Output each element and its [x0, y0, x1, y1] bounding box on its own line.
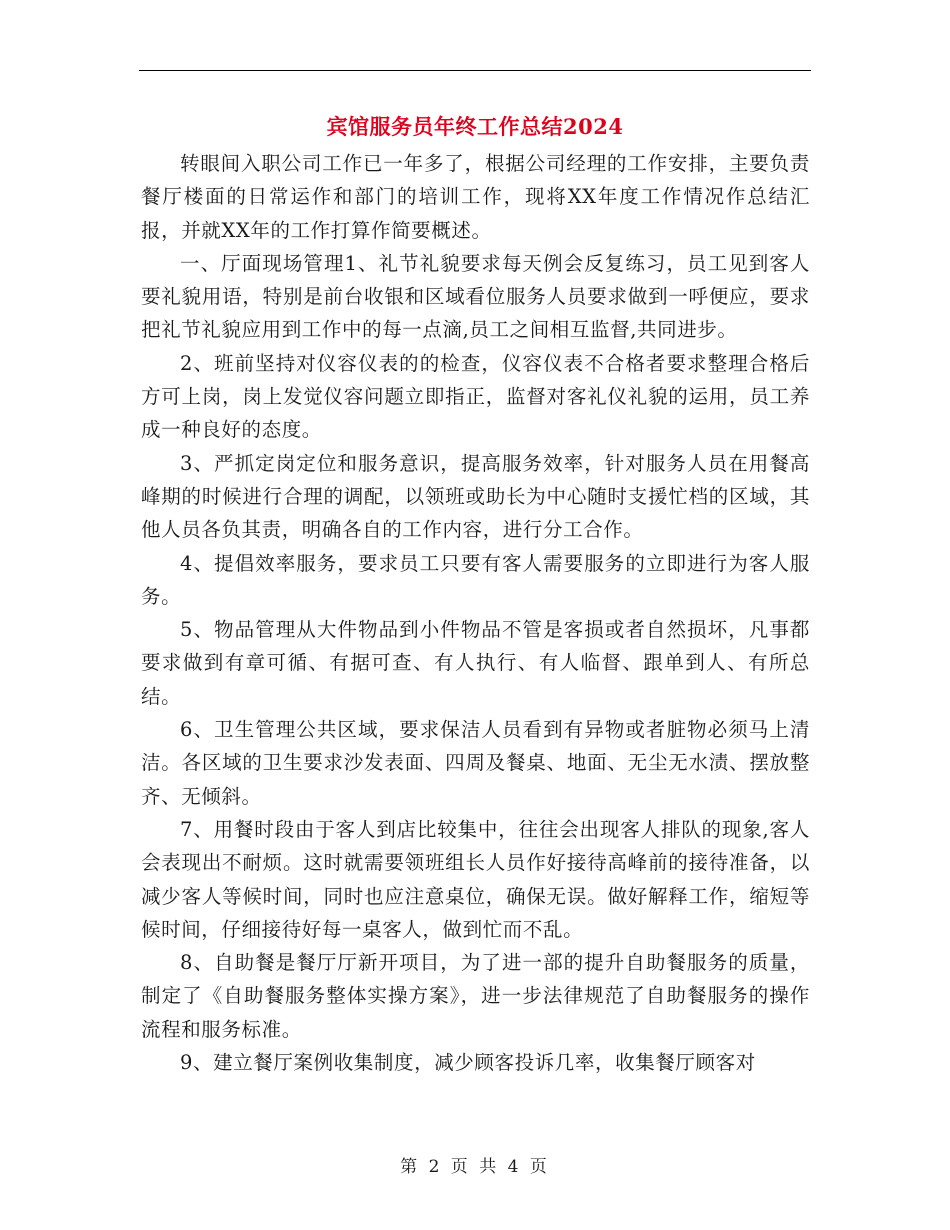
paragraph-3: 3、严抓定岗定位和服务意识，提高服务效率，针对服务人员在用餐高峰期的时候进行合理的调配，以领班或助长为中心随时支援忙档的区域，其他人员各负其责，明确各自的工作内容，进行分工合作。 [141, 451, 810, 542]
document-body [141, 147, 810, 1079]
paragraph-6: 6、卫生管理公共区域，要求保洁人员看到有异物或者脏物必须马上清洁。各区域的卫生要求沙发表面、四周及餐桌、地面、无尘无水渍、摆放整齐、无倾斜。 [141, 718, 810, 808]
paragraph-1: 一、厅面现场管理1、礼节礼貌要求每天例会反复练习，员工见到客人要礼貌用语，特别是前台收银和区域看位服务人员要求做到一呼便应，要求把礼节礼貌应用到工作中的每一点滴,员工之间相互监督,共同进步。 [141, 251, 810, 342]
page-number-footer: 第 2 页 共 4 页 [400, 1157, 550, 1177]
paragraph-8: 8、自助餐是餐厅厅新开项目，为了进一部的提升自助餐服务的质量，制定了《自助餐服务整体实操方案》，进一步法律规范了自助餐服务的操作流程和服务标准。 [141, 951, 810, 1041]
document-title: 宾馆服务员年终工作总结2024 [326, 114, 624, 139]
paragraph-intro: 转眼间入职公司工作已一年多了，根据公司经理的工作安排，主要负责餐厅楼面的日常运作和部门的培训工作，现将XX年度工作情况作总结汇报，并就XX年的工作打算作简要概述。 [141, 152, 810, 242]
paragraph-2: 2、班前坚持对仪容仪表的的检查，仪容仪表不合格者要求整理合格后方可上岗，岗上发觉仪容问题立即指正，监督对客礼仪礼貌的运用，员工养成一种良好的态度。 [141, 351, 810, 442]
paragraph-9: 9、建立餐厅案例收集制度，减少顾客投诉几率，收集餐厅顾客对 [180, 1051, 756, 1075]
paragraph-7: 7、用餐时段由于客人到店比较集中，往往会出现客人排队的现象,客人会表现出不耐烦。这时就需要领班组长人员作好接待高峰前的接待准备，以减少客人等候时间，同时也应注意桌位，确保无误。做好解释工作，缩短等候时间，仔细接待好每一桌客人，做到忙而不乱。 [141, 817, 810, 941]
paragraph-5: 5、物品管理从大件物品到小件物品不管是客损或者自然损坏，凡事都要求做到有章可循、有据可查、有人执行、有人临督、跟单到人、有所总结。 [141, 618, 810, 708]
paragraph-4: 4、提倡效率服务，要求员工只要有客人需要服务的立即进行为客人服务。 [141, 551, 810, 608]
header-rule [139, 70, 811, 71]
